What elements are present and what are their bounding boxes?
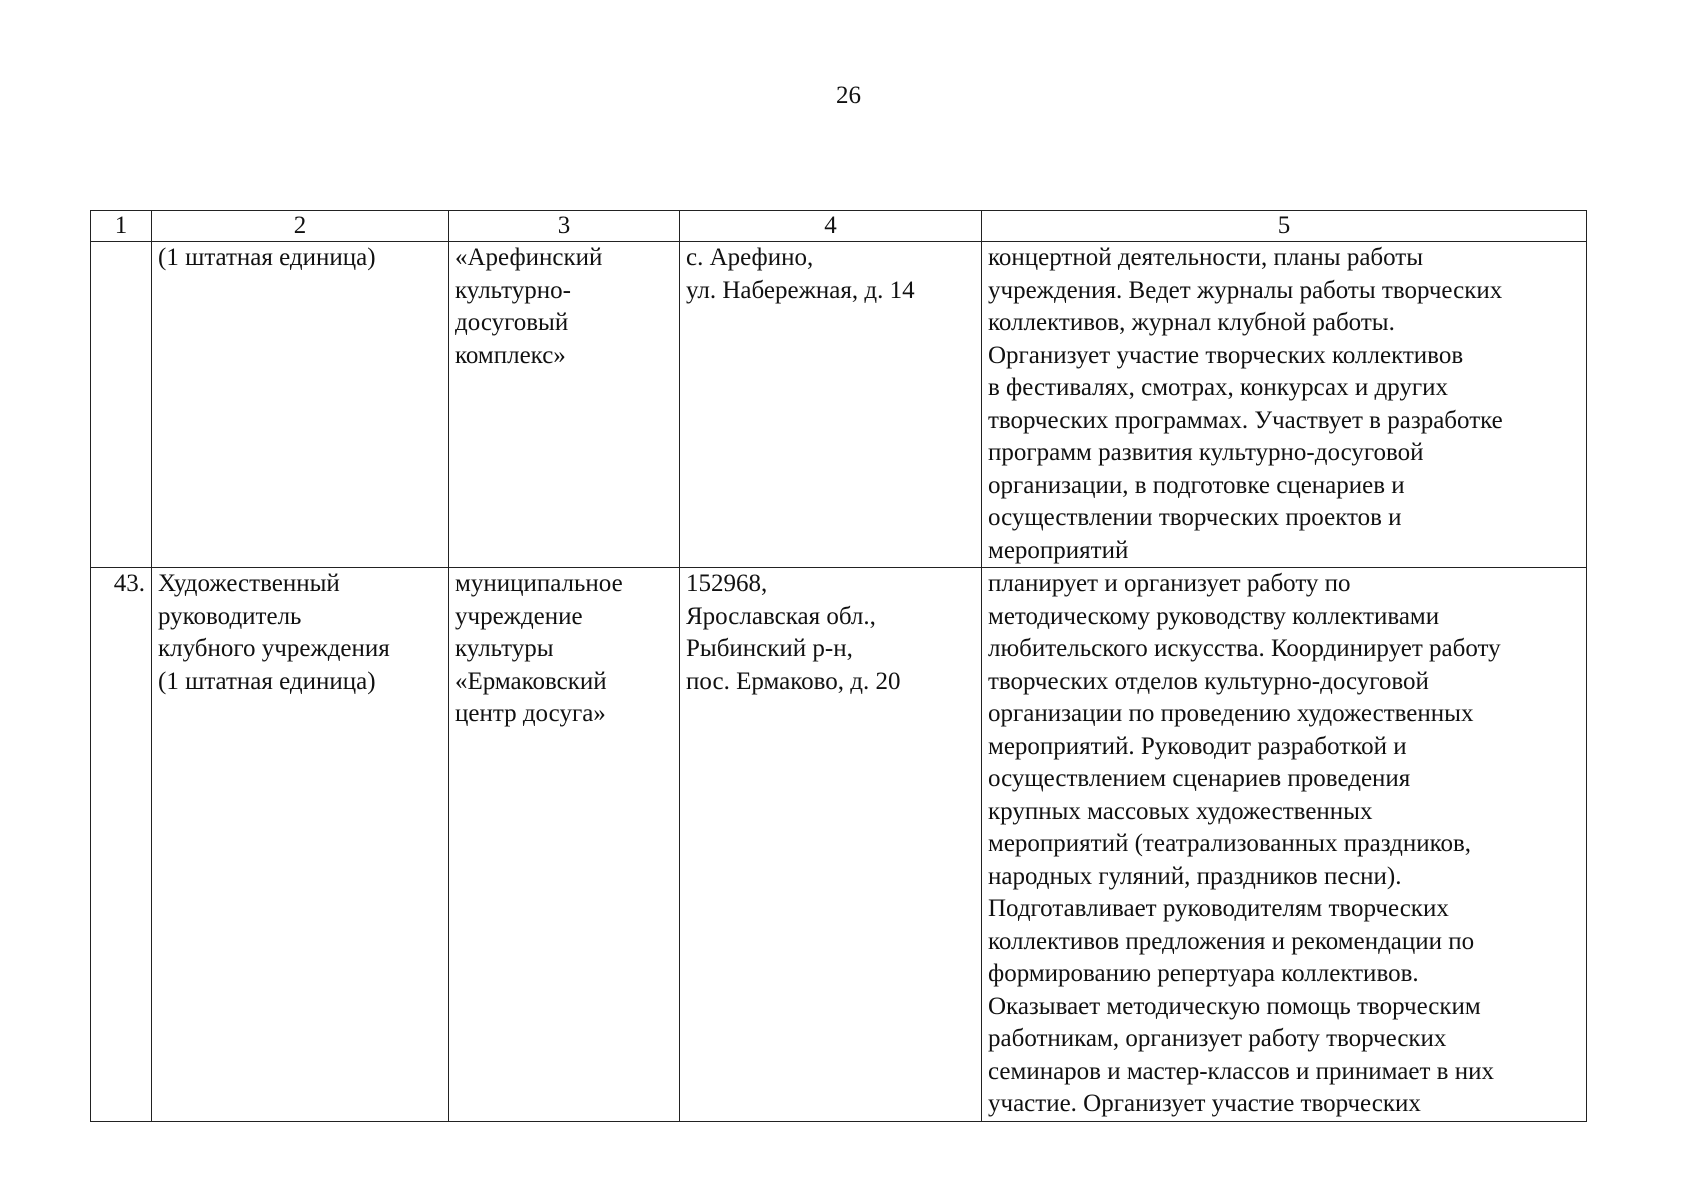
text-line: комплекс»: [455, 341, 566, 369]
text-line: формированию репертуара коллективов.: [988, 960, 1419, 987]
text-line: концертной деятельности, планы работы: [988, 244, 1424, 271]
page-number: 26: [836, 82, 861, 109]
text-line: центр досуга»: [455, 700, 606, 727]
table-row: [91, 242, 1587, 568]
text-line: Оказывает методическую помощь творческим: [988, 992, 1481, 1020]
text-line: Художественный: [158, 570, 340, 597]
text-line: «Ермаковский: [455, 667, 607, 695]
column-number-4: 4: [680, 211, 982, 242]
text-line: с. Арефино,: [686, 244, 814, 271]
text-line: (1 штатная единица): [158, 244, 376, 271]
text-line: семинаров и мастер-классов и принимает в них: [988, 1057, 1494, 1085]
text-line: мероприятий (театрализованных праздников,: [988, 830, 1472, 857]
column-number-1: 1: [91, 211, 152, 242]
text-line: методическому руководству коллективами: [988, 602, 1440, 630]
column-number-header-row: [91, 211, 1587, 242]
text-line: коллективов предложения и рекомендации по: [988, 927, 1475, 955]
column-number-3: 3: [449, 211, 680, 242]
text-line: крупных массовых художественных: [988, 797, 1373, 825]
text-line: организации по проведению художественных: [988, 700, 1474, 727]
text-line: любительского искусства. Координирует работу: [988, 635, 1501, 662]
address-cell: [680, 568, 982, 1122]
text-line: культурно-: [455, 276, 571, 304]
text-line: (1 штатная единица): [158, 667, 376, 695]
column-number-2: 2: [152, 211, 449, 242]
text-line: Ярославская обл.,: [686, 602, 876, 630]
text-line: муниципальное: [455, 570, 623, 597]
duties-cell: [982, 242, 1587, 568]
text-line: Подготавливает руководителям творческих: [988, 895, 1449, 922]
text-line: клубного учреждения: [158, 635, 390, 662]
text-line: в фестивалях, смотрах, конкурсах и других: [988, 374, 1448, 401]
text-line: программ развития культурно-досуговой: [988, 439, 1424, 466]
address-cell: [680, 242, 982, 568]
table-row: [91, 568, 1587, 1122]
position-cell: [152, 242, 449, 568]
text-line: ул. Набережная, д. 14: [686, 276, 915, 304]
text-line: руководитель: [158, 602, 302, 630]
text-line: мероприятий: [988, 536, 1129, 564]
position-cell: [152, 568, 449, 1122]
duties-cell: [982, 568, 1587, 1122]
text-line: работникам, организует работу творческих: [988, 1025, 1447, 1052]
row-number-cell: 43.: [91, 568, 152, 1122]
text-line: «Арефинский: [455, 244, 603, 271]
text-line: организации, в подготовке сценариев и: [988, 471, 1405, 499]
text-line: досуговый: [455, 309, 569, 336]
institution-cell: [449, 568, 680, 1122]
institution-cell: [449, 242, 680, 568]
text-line: Организует участие творческих коллективов: [988, 341, 1464, 369]
text-line: осуществлением сценариев проведения: [988, 765, 1411, 792]
text-line: пос. Ермаково, д. 20: [686, 667, 901, 695]
text-line: учреждения. Ведет журналы работы творческих: [988, 276, 1503, 304]
text-line: коллективов, журнал клубной работы.: [988, 309, 1395, 336]
text-line: осуществлении творческих проектов и: [988, 504, 1402, 531]
positions-table: [90, 210, 1587, 1122]
text-line: культуры: [455, 635, 554, 662]
text-line: народных гуляний, праздников песни).: [988, 862, 1402, 890]
row-number-cell: [91, 242, 152, 568]
text-line: учреждение: [455, 602, 583, 630]
text-line: участие. Организует участие творческих: [988, 1090, 1421, 1117]
text-line: творческих отделов культурно-досуговой: [988, 667, 1429, 695]
text-line: творческих программах. Участвует в разработке: [988, 406, 1503, 434]
text-line: Рыбинский р-н,: [686, 635, 853, 662]
column-number-5: 5: [982, 211, 1587, 242]
text-line: планирует и организует работу по: [988, 570, 1351, 597]
text-line: 152968,: [686, 570, 768, 597]
text-line: мероприятий. Руководит разработкой и: [988, 732, 1407, 760]
